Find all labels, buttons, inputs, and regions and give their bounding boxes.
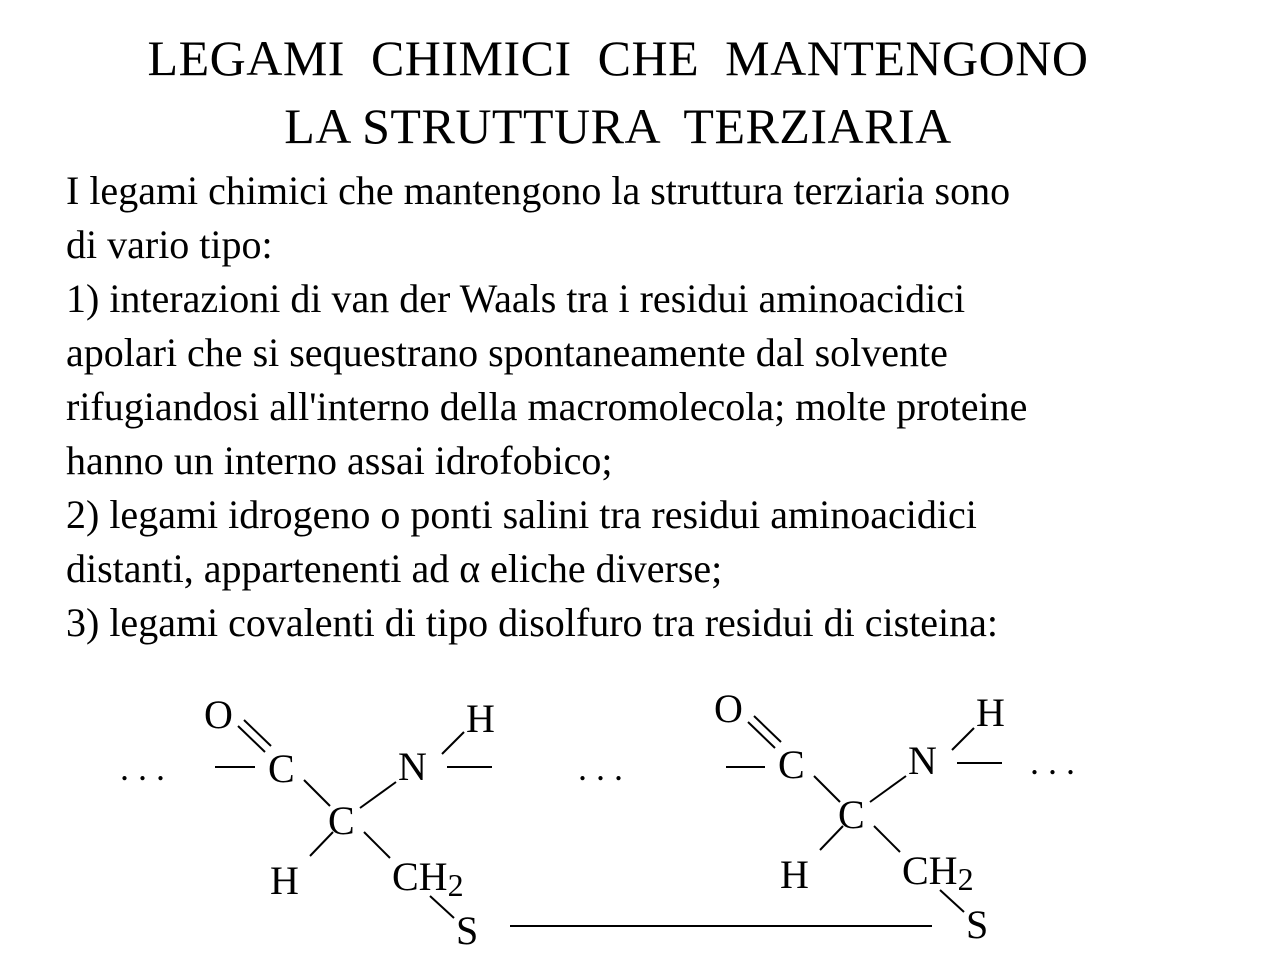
disulfide-bridge-diagram [0, 660, 1280, 960]
body-line-5: rifugiandosi all'interno della macromolecola; molte proteine [66, 384, 1028, 429]
body-line-2: di vario tipo: [66, 222, 273, 267]
methylene-group-left [392, 854, 464, 903]
bond-left-n-h [442, 732, 464, 754]
slide-title-line-2: LA STRUTTURA TERZIARIA [284, 98, 952, 154]
nitrogen-atom-left: N [398, 744, 427, 789]
chain-ellipsis-right: . . . [1030, 742, 1075, 782]
alpha-hydrogen-right: H [780, 852, 809, 897]
body-line-7: 2) legami idrogeno o ponti salini tra residui aminoacidici [66, 492, 977, 537]
body-line-1: I legami chimici che mantengono la struttura terziaria sono [66, 168, 1011, 213]
alpha-carbon-right: C [838, 792, 865, 837]
slide-title-line-1: LEGAMI CHIMICI CHE MANTENGONO [147, 30, 1089, 86]
bond-right-calpha-ch2 [874, 826, 900, 852]
methylene-label-left: CH [392, 854, 448, 899]
body-line-8: distanti, appartenenti ad α eliche diverse; [66, 546, 723, 591]
methylene-group-right [902, 848, 974, 897]
bond-right-calpha-h [820, 826, 843, 850]
bond-left-calpha-h [310, 832, 333, 856]
nitrogen-atom-right: N [908, 738, 937, 783]
double-bond-left-1 [238, 726, 265, 752]
body-line-4: apolari che si sequestrano spontaneamente dal solvente [66, 330, 948, 375]
methylene-subscript-right: 2 [957, 861, 974, 897]
cysteine-residue-left [120, 692, 495, 953]
cysteine-residue-right [714, 686, 1075, 947]
chain-ellipsis-left: . . . [120, 748, 165, 788]
methylene-label-right: CH [902, 848, 958, 893]
double-bond-right-1 [748, 722, 775, 748]
carbonyl-carbon-right: C [778, 742, 805, 787]
chain-ellipsis-middle: . . . [578, 748, 623, 788]
oxygen-atom-left: O [204, 692, 233, 737]
methylene-subscript-left: 2 [447, 867, 464, 903]
oxygen-atom-right: O [714, 686, 743, 731]
bond-right-calpha-n [870, 776, 906, 802]
bond-right-c-calpha [814, 776, 840, 802]
alpha-carbon-left: C [328, 798, 355, 843]
double-bond-right-2 [754, 716, 781, 742]
sulfur-atom-left: S [456, 908, 479, 953]
bond-left-calpha-n [360, 782, 396, 808]
body-line-9: 3) legami covalenti di tipo disolfuro tra residui di cisteina: [66, 600, 998, 645]
alpha-hydrogen-left: H [270, 858, 299, 903]
double-bond-left-2 [244, 720, 271, 746]
bond-right-n-h [952, 728, 974, 750]
body-line-3: 1) interazioni di van der Waals tra i residui aminoacidici [66, 276, 966, 321]
bond-left-calpha-ch2 [364, 832, 390, 858]
body-line-6: hanno un interno assai idrofobico; [66, 438, 613, 483]
bond-left-c-calpha [304, 780, 330, 806]
amide-hydrogen-right: H [976, 690, 1005, 735]
amide-hydrogen-left: H [466, 696, 495, 741]
carbonyl-carbon-left: C [268, 746, 295, 791]
sulfur-atom-right: S [966, 902, 989, 947]
